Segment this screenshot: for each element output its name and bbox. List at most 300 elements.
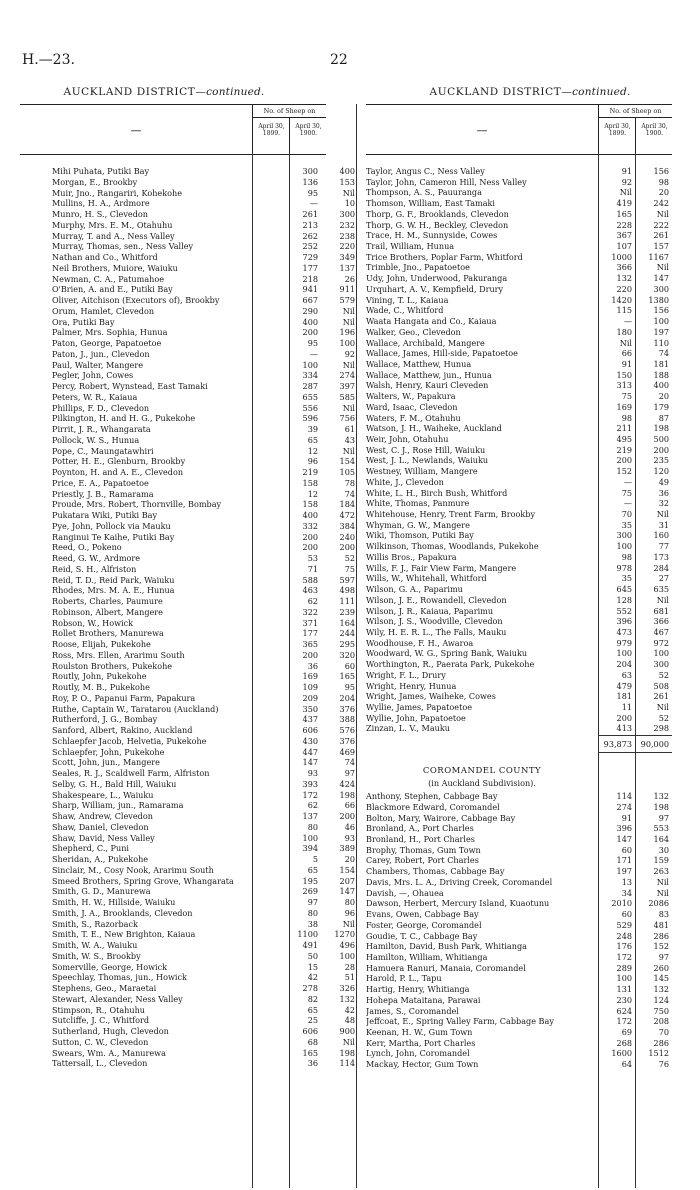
left-title-suffix: —continued. (195, 86, 265, 98)
table-row (52, 489, 358, 500)
table-row (366, 681, 672, 692)
table-row (52, 929, 358, 940)
owner-name: Stephens, Geo., Maraetai (52, 983, 157, 993)
owner-name: Roose, Elijah, Pukekohe (52, 639, 151, 649)
owner-name: Carey, Robert, Port Charles (366, 855, 479, 866)
owner-name: West, J. L., Newlands, Waiuku (366, 455, 489, 466)
table-row (366, 791, 672, 802)
owner-name: Newman, C. A., Patumahoe (52, 273, 165, 284)
sheep-1899: 268 (616, 1037, 632, 1048)
sheep-1899: — (623, 498, 632, 509)
table-row (366, 941, 672, 952)
owner-name: Taylor, John, Cameron Hill, Ness Valley (366, 176, 527, 187)
owner-name: Wilson, J. E., Rowandell, Clevedon (366, 594, 507, 605)
table-row (366, 584, 672, 595)
total-rule (598, 735, 672, 736)
sheep-1899: 147 (616, 834, 632, 845)
sheep-1900: 469 (339, 746, 355, 757)
sheep-1899: 220 (616, 283, 632, 294)
document-reference: H.—23. (22, 52, 75, 68)
owner-name: Wily, H. E. R. L., The Falls, Mauku (366, 626, 507, 637)
owner-name: Anthony, Stephen, Cabbage Bay (366, 791, 498, 802)
owner-name: James, S., Coromandel (366, 1005, 459, 1016)
owner-name: Pirrit, J. R., Whangarata (52, 424, 151, 434)
table-row (52, 231, 358, 242)
sheep-1899: 729 (302, 252, 318, 262)
sheep-1900: 75 (344, 563, 355, 574)
sheep-1899: 98 (621, 551, 632, 562)
sheep-1900: 70 (658, 1027, 669, 1037)
table-row (366, 187, 672, 198)
owner-name: Ross, Mrs. Ellen, Ararimu South (52, 649, 185, 660)
table-row (366, 1016, 672, 1027)
table-row (366, 230, 672, 241)
owner-name: White, L. H., Birch Bush, Whitford (366, 487, 508, 498)
sheep-1899: 1600 (611, 1048, 632, 1059)
sheep-1899: 396 (616, 616, 632, 627)
owner-name: Sutherland, Hugh, Clevedon (52, 1026, 169, 1036)
sheep-1900: 26 (344, 273, 355, 284)
sheep-1899: 269 (302, 886, 318, 897)
table-row (52, 1037, 358, 1048)
sheep-1900: 30 (658, 844, 669, 855)
sheep-1900: 260 (653, 962, 669, 973)
owner-name: Routly, M. B., Pukekohe (52, 682, 150, 692)
table-row (366, 305, 672, 316)
table-row (52, 865, 358, 876)
table-row (52, 456, 358, 467)
table-row (52, 886, 358, 897)
sheep-1900: 198 (339, 1047, 355, 1058)
column-header-1899 (598, 118, 636, 154)
sheep-1899: 371 (302, 617, 318, 628)
owner-name: Shaw, David, Ness Valley (52, 832, 155, 843)
sheep-1900: 200 (339, 542, 355, 553)
owner-name: Wright, Henry, Hunua (366, 680, 457, 691)
sheep-1899: 75 (621, 487, 632, 498)
sheep-1900: 1512 (648, 1048, 669, 1059)
owner-name: Worthington, R., Paerata Park, Pukekohe (366, 659, 535, 670)
sheep-1900: 196 (339, 327, 355, 338)
sheep-1899: 15 (307, 961, 318, 972)
sheep-1900: 165 (339, 671, 355, 682)
sheep-1900: 1380 (648, 294, 669, 305)
sheep-1899: 367 (616, 230, 632, 241)
table-row (52, 446, 358, 457)
owner-name: Whyman, G. W., Mangere (366, 519, 470, 530)
owner-name: Keenan, H. W., Gum Town (366, 1027, 473, 1037)
owner-name: Evans, Owen, Cabbage Bay (366, 909, 479, 920)
table-row (52, 521, 358, 532)
table-row (366, 702, 672, 713)
sheep-1900: 200 (339, 811, 355, 821)
right-title-suffix: —continued. (561, 86, 631, 98)
sheep-1899: 313 (616, 380, 632, 391)
sheep-1900: 31 (658, 519, 669, 530)
sheep-1900: Nil (656, 887, 669, 898)
sheep-1899: 479 (616, 680, 632, 691)
sheep-1900: 78 (344, 477, 355, 488)
owner-name: Priestly, J. B., Ramarama (52, 488, 154, 499)
sheep-1899: 96 (307, 456, 318, 467)
table-row (366, 455, 672, 466)
section-heading: COROMANDEL COUNTY (422, 766, 542, 777)
owner-name: Smith, H. W., Hillside, Waiuku (52, 897, 176, 907)
right-title-main: AUCKLAND DISTRICT (429, 86, 562, 98)
column-header-1899-label: April 30, 1899. (604, 123, 631, 137)
owner-name: Nathan and Co., Whitford (52, 252, 158, 262)
owner-name: Mackay, Hector, Gum Town (366, 1059, 479, 1070)
table-row (52, 876, 358, 887)
table-row (366, 477, 672, 488)
table-row (366, 316, 672, 327)
sheep-1899: 552 (616, 605, 632, 616)
owner-name: Tattersall, L., Clevedon (52, 1058, 148, 1069)
sheep-1900: 27 (658, 573, 669, 584)
table-row (366, 541, 672, 552)
sheep-1900: 274 (339, 370, 355, 381)
sheep-1900: 179 (653, 401, 669, 412)
owner-name: Hartig, Henry, Whitianga (366, 984, 470, 995)
table-row (52, 757, 358, 768)
table-row (52, 897, 358, 908)
owner-name: Roulston Brothers, Pukekohe (52, 660, 173, 671)
sheep-1899: 437 (302, 714, 318, 725)
table-row (52, 1005, 358, 1016)
owner-name: Speechlay, Thomas, jun., Howick (52, 972, 187, 983)
owner-name: Smith, J. A., Brooklands, Clevedon (52, 907, 193, 918)
sheep-1900: 400 (653, 380, 669, 391)
owner-name: Sinclair, M., Cosy Nook, Ararimu South (52, 864, 214, 875)
table-row (52, 994, 358, 1005)
sheep-1900: 111 (339, 596, 355, 606)
sheep-1900: 153 (339, 176, 355, 187)
sheep-1899: 529 (616, 919, 632, 930)
owner-name: Hohepa Mataitana, Parawai (366, 994, 481, 1005)
sheep-1899: 136 (302, 176, 318, 187)
sheep-1899: 200 (616, 455, 632, 466)
sheep-1900: 157 (653, 241, 669, 252)
owner-name: Chambers, Thomas, Cabbage Bay (366, 866, 505, 877)
owner-name: West, C. J., Rose Hill, Waiuku (366, 444, 486, 455)
sheep-1899: 172 (616, 951, 632, 962)
table-row (366, 1038, 672, 1049)
sheep-1899: 588 (302, 574, 318, 585)
owner-name: Wallace, Archibald, Mangere (366, 337, 485, 348)
owner-name: Harold, P. L., Tapu (366, 973, 442, 984)
sheep-1900: 750 (653, 1005, 669, 1016)
owner-name: Wilson, G. A., Paparimu (366, 584, 463, 595)
sheep-1899: 200 (302, 531, 318, 542)
sheep-1899: 400 (302, 510, 318, 520)
right-table-header (366, 104, 672, 155)
sheep-1900: 83 (658, 909, 669, 920)
sheep-1900: Nil (342, 918, 355, 929)
sheep-1900: Nil (342, 359, 355, 370)
owner-name: Smith, W. S., Brookby (52, 950, 141, 961)
sheep-1900: 220 (339, 241, 355, 252)
sheep-1900: 60 (344, 660, 355, 671)
sheep-1899: 556 (302, 402, 318, 413)
sheep-1899: 62 (307, 596, 318, 606)
sheep-1900: 173 (653, 551, 669, 562)
owner-name: Murray, T. and A., Ness Valley (52, 230, 175, 241)
table-row (52, 198, 358, 209)
sheep-1899: 75 (621, 391, 632, 402)
owner-name: Roy, P. O., Papanui Farm, Papakura (52, 692, 196, 703)
table-row (52, 317, 358, 328)
owner-name: Reid, S. H., Alfriston (52, 563, 137, 574)
table-row (52, 188, 358, 199)
sheep-1899: 366 (616, 262, 632, 273)
sheep-1899: 65 (307, 1004, 318, 1015)
table-row (52, 908, 358, 919)
table-row (52, 575, 358, 586)
sheep-1899: 69 (621, 1027, 632, 1037)
table-row (366, 530, 672, 541)
sheep-1899: 334 (302, 370, 318, 381)
sheep-1900: 46 (344, 821, 355, 832)
owner-name: Woodhouse, F. H., Awaroa (366, 637, 474, 648)
table-row (366, 563, 672, 574)
sheep-1900: 585 (339, 391, 355, 402)
sheep-1900: 240 (339, 531, 355, 542)
owner-name: Shepherd, C., Puni (52, 843, 130, 854)
sheep-1899: 290 (302, 305, 318, 316)
sheep-1899: 98 (621, 412, 632, 423)
owner-name: Shakespeare, L., Waiuku (52, 789, 154, 800)
table-row (366, 166, 672, 177)
table-row (52, 564, 358, 575)
sheep-1899: 667 (302, 295, 318, 305)
sheep-1899: — (309, 198, 318, 209)
sheep-1899: 128 (616, 594, 632, 605)
sheep-1900: 597 (339, 574, 355, 585)
sheep-1899: 1420 (611, 294, 632, 305)
sheep-1900: 97 (344, 768, 355, 778)
sheep-1899: 2010 (611, 898, 632, 909)
owner-name: Walsh, Henry, Kauri Cleveden (366, 380, 489, 391)
sheep-1900: 164 (653, 834, 669, 845)
table-row (366, 713, 672, 724)
table-row (52, 596, 358, 607)
sheep-1900: 110 (653, 337, 669, 348)
sheep-1899: 300 (616, 530, 632, 541)
table-row (52, 241, 358, 252)
sheep-1899: 12 (307, 445, 318, 456)
sheep-1900: 184 (339, 499, 355, 510)
sheep-1899: 100 (302, 359, 318, 370)
table-row (366, 1027, 672, 1038)
owner-name: Brophy, Thomas, Gum Town (366, 844, 481, 855)
sheep-1900: 132 (339, 993, 355, 1004)
table-row (366, 220, 672, 231)
owner-name: Blackmore Edward, Coromandel (366, 801, 500, 812)
sheep-1900: 579 (339, 295, 355, 305)
sheep-1899: 978 (616, 562, 632, 573)
sheep-1899: 645 (616, 584, 632, 595)
sheep-1900: 52 (658, 712, 669, 723)
sheep-1899: 200 (302, 327, 318, 338)
sheep-1899: 107 (616, 241, 632, 252)
table-row (52, 349, 358, 360)
owner-name: Trace, H. M., Sunnyside, Cowes (366, 230, 498, 241)
sheep-1899: 82 (307, 993, 318, 1004)
sheep-1900: 376 (339, 703, 355, 714)
sheep-1900: 972 (653, 637, 669, 648)
sheep-1900: 349 (339, 252, 355, 262)
sheep-1900: 100 (339, 950, 355, 961)
sheep-1899: 218 (302, 273, 318, 284)
owner-name: Oliver, Aitchison (Executors of), Brookby (52, 295, 220, 305)
table-row (366, 866, 672, 877)
sheep-1899: 100 (616, 648, 632, 659)
sheep-1900: 188 (653, 369, 669, 380)
table-row (366, 273, 672, 284)
table-row (366, 391, 672, 402)
sheep-1900: 911 (339, 284, 355, 295)
table-row (52, 510, 358, 521)
table-row (52, 671, 358, 682)
table-row (52, 177, 358, 188)
sheep-1899: 172 (302, 789, 318, 800)
table-row (52, 1026, 358, 1037)
page-number: 22 (330, 52, 348, 68)
sheep-1899: 219 (302, 467, 318, 477)
sheep-1899: 63 (621, 669, 632, 680)
table-row (366, 670, 672, 681)
sheep-1900: 481 (653, 919, 669, 930)
owner-name: Orum, Hamlet, Clevedon (52, 305, 155, 316)
table-row (366, 252, 672, 263)
sheep-1900: 232 (339, 219, 355, 230)
sheep-1900: 100 (653, 316, 669, 327)
sheep-1899: 941 (302, 284, 318, 295)
owner-name: Price, E. A., Papatoetoe (52, 477, 149, 488)
sheep-1899: 491 (302, 940, 318, 950)
table-row (366, 402, 672, 413)
sheep-1899: 53 (307, 553, 318, 563)
total-rule-bottom (598, 752, 672, 753)
sheep-1900: 145 (653, 973, 669, 984)
owner-name: Sutcliffe, J. C., Whitford (52, 1015, 150, 1026)
sheep-1899: 181 (616, 691, 632, 702)
table-row (52, 811, 358, 822)
owner-name: Shaw, Daniel, Clevedon (52, 821, 149, 832)
sheep-1900: 376 (339, 735, 355, 746)
owner-name: Selby, G. H., Bald Hill, Waiuku (52, 778, 177, 789)
owner-name: Munro, H. S., Clevedon (52, 209, 148, 219)
sheep-1899: 350 (302, 703, 318, 714)
owner-name: Pukatara Wiki, Putiki Bay (52, 510, 158, 520)
table-row (52, 779, 358, 790)
table-row (366, 823, 672, 834)
sheep-1899: 66 (621, 348, 632, 359)
sheep-1900: 52 (658, 669, 669, 680)
sheep-1899: 65 (307, 864, 318, 875)
sheep-1899: 132 (616, 273, 632, 284)
table-row (366, 638, 672, 649)
owner-name: Willis Bros., Papakura (366, 551, 457, 562)
table-row (52, 370, 358, 381)
sheep-1899: 177 (302, 628, 318, 639)
sheep-1900: 756 (339, 413, 355, 424)
owner-name: Robson, W., Howick (52, 617, 134, 628)
table-row (52, 983, 358, 994)
table-row (52, 327, 358, 338)
owner-name: Davis, Mrs. L. A., Driving Creek, Coromandel (366, 876, 553, 887)
table-row (366, 659, 672, 670)
owner-name: Wade, C., Whitford (366, 305, 444, 316)
owner-name: Trail, William, Hunua (366, 241, 455, 252)
sheep-count-group-header: No. of Sheep on (598, 105, 672, 118)
sheep-1900: 320 (339, 649, 355, 660)
sheep-1900: 93 (344, 832, 355, 843)
column-header-1900-label: April 30, 1900. (295, 123, 322, 137)
owner-name: Bronland, H., Port Charles (366, 834, 475, 845)
sheep-1900: 152 (653, 941, 669, 952)
owner-name: Wills, W., Whitehall, Whitford (366, 573, 487, 584)
owner-name: Schlaepfer, John, Pukekohe (52, 746, 165, 757)
sheep-1900: 286 (653, 930, 669, 941)
owner-name: Hamilton, David, Bush Park, Whitianga (366, 941, 527, 952)
sheep-1899: 80 (307, 821, 318, 832)
sheep-1900: 20 (658, 187, 669, 198)
table-row (366, 423, 672, 434)
sheep-1899: 100 (302, 832, 318, 843)
owner-name: Smith, T. E., New Brighton, Kaiaua (52, 929, 196, 940)
owner-name: Routly, John, Pukekohe (52, 671, 147, 682)
table-row (366, 931, 672, 942)
owner-name: Foster, George, Coromandel (366, 919, 482, 930)
sheep-1899: 91 (621, 812, 632, 823)
table-row (366, 509, 672, 520)
owner-name: Reid, T. D., Reid Park, Waiuku (52, 574, 175, 585)
table-row (366, 691, 672, 702)
owner-name: Goudie, T. C., Cabbage Bay (366, 930, 478, 941)
owner-name: Thorp, G. F., Brooklands, Clevedon (366, 208, 509, 219)
sheep-1900: 105 (339, 467, 355, 477)
sheep-1899: 169 (302, 671, 318, 682)
sheep-1900: 87 (658, 412, 669, 423)
sheep-1899: 62 (307, 800, 318, 811)
owner-name: Sanford, Albert, Rakino, Auckland (52, 725, 193, 735)
owner-name: Smeed Brothers, Spring Grove, Whangarata (52, 875, 234, 886)
total-row (366, 738, 672, 750)
owner-name: Smith, W. A., Waiuku (52, 940, 138, 950)
table-row (366, 338, 672, 349)
sheep-1899: 150 (616, 369, 632, 380)
owner-name: Smith, S., Razorback (52, 918, 138, 929)
table-row (52, 650, 358, 661)
owner-name: Ruthe, Captain W., Taratarou (Auckland) (52, 703, 219, 714)
sheep-1899: 172 (616, 1016, 632, 1027)
sheep-1900: 261 (653, 691, 669, 702)
sheep-1900: 20 (344, 854, 355, 864)
sheep-1900: 80 (344, 897, 355, 907)
table-row (366, 466, 672, 477)
table-row (52, 252, 358, 263)
table-row (52, 424, 358, 435)
sheep-1900: 397 (339, 381, 355, 391)
table-row (52, 338, 358, 349)
table-row (52, 209, 358, 220)
sheep-1899: 13 (621, 876, 632, 887)
sheep-1900: Nil (656, 208, 669, 219)
sheep-1899: 80 (307, 907, 318, 918)
sheep-1900: 198 (653, 423, 669, 434)
owner-name: Wilson, J. S., Woodville, Clevedon (366, 616, 503, 627)
